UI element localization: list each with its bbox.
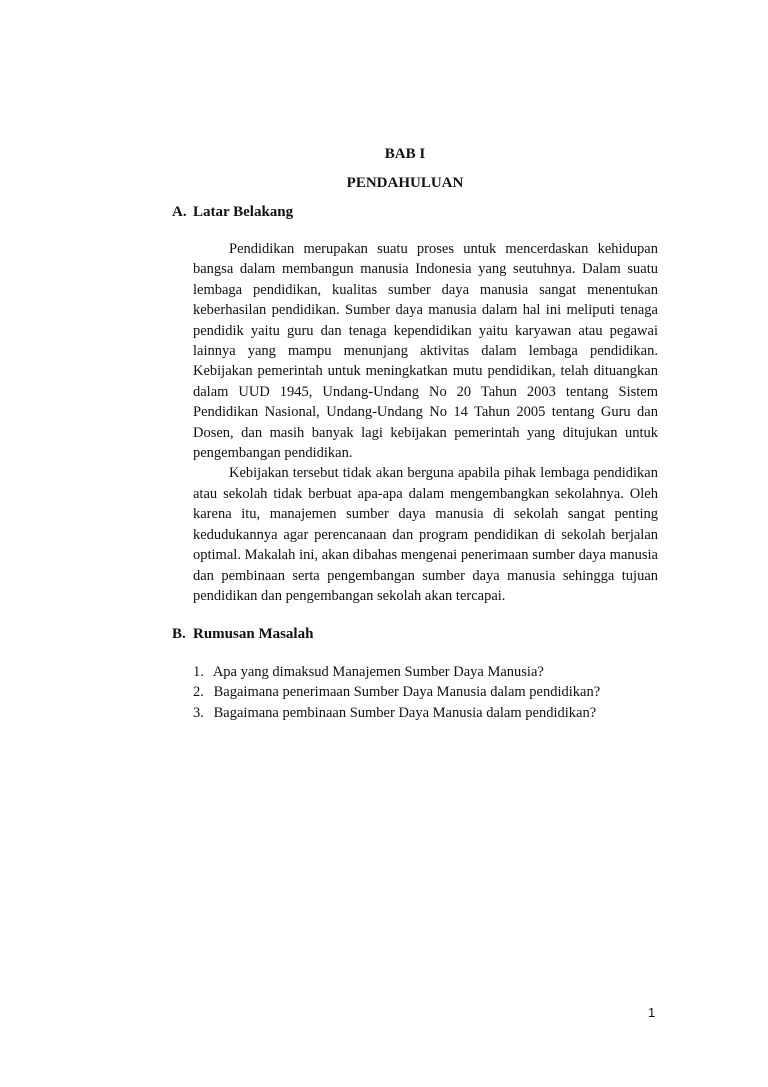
list-item-text: Apa yang dimaksud Manajemen Sumber Daya Manusia? [212,664,544,680]
chapter-title: PENDAHULUAN [346,175,464,191]
list-item [193,662,663,682]
section-title: Rumusan Masalah [193,626,314,642]
list-item-number: 3. [193,704,204,721]
list-item-number: 1. [193,664,204,680]
chapter-number: BAB I [384,146,426,162]
list-item-number: 2. [193,684,204,701]
section-letter: A. [172,204,187,220]
list-item [193,682,663,702]
page-number: 1 [648,1005,656,1020]
section-title: Latar Belakang [193,204,294,220]
latar-belakang-body [193,239,658,606]
list-item-text: Bagaimana pembinaan Sumber Daya Manusia dalam pendidikan? [213,704,597,721]
section-heading-rumusan-masalah [172,626,313,643]
section-heading-latar-belakang [172,204,293,221]
list-item [193,703,663,723]
section-letter: B. [172,626,186,642]
paragraph: Pendidikan merupakan suatu proses untuk mencerdaskan kehidupan bangsa dalam membangun manusia Indonesia yang seutuhnya. Dalam suatu lembaga pendidikan, kualitas sumber daya manusia sangat menentukan keberhasilan pendidikan. Sumber daya manusia dalam hal ini meliputi tenaga pendidik yaitu guru dan tenaga kependidikan yaitu karyawan atau pegawai lainnya yang mampu menunjang aktivitas dalam lembaga pendidikan. Kebijakan pemerintah untuk meningkatkan mutu pendidikan, telah dituangkan dalam UUD 1945, Undang-Undang No 20 Tahun 2003 tentang Sistem Pendidikan Nasional, Undang-Undang No 14 Tahun 2005 tentang Guru dan Dosen, dan masih banyak lagi kebijakan pemerintah yang ditujukan untuk pengembangan pendidikan. [193,241,658,462]
paragraph: Kebijakan tersebut tidak akan berguna apabila pihak lembaga pendidikan atau sekolah tidak berbuat apa-apa dalam mengembangkan sekolahnya. Oleh karena itu, manajemen sumber daya manusia di sekolah sangat penting kedudukannya agar perencanaan dan program pendidikan di sekolah berjalan optimal. Makalah ini, akan dibahas mengenai penerimaan sumber daya manusia dan pembinaan serta pengembangan sumber daya manusia sehingga tujuan pendidikan dan pengembangan sekolah akan tercapai. [193,465,658,604]
question-list [193,662,663,723]
list-item-text: Bagaimana penerimaan Sumber Daya Manusia dalam pendidikan? [213,684,601,701]
